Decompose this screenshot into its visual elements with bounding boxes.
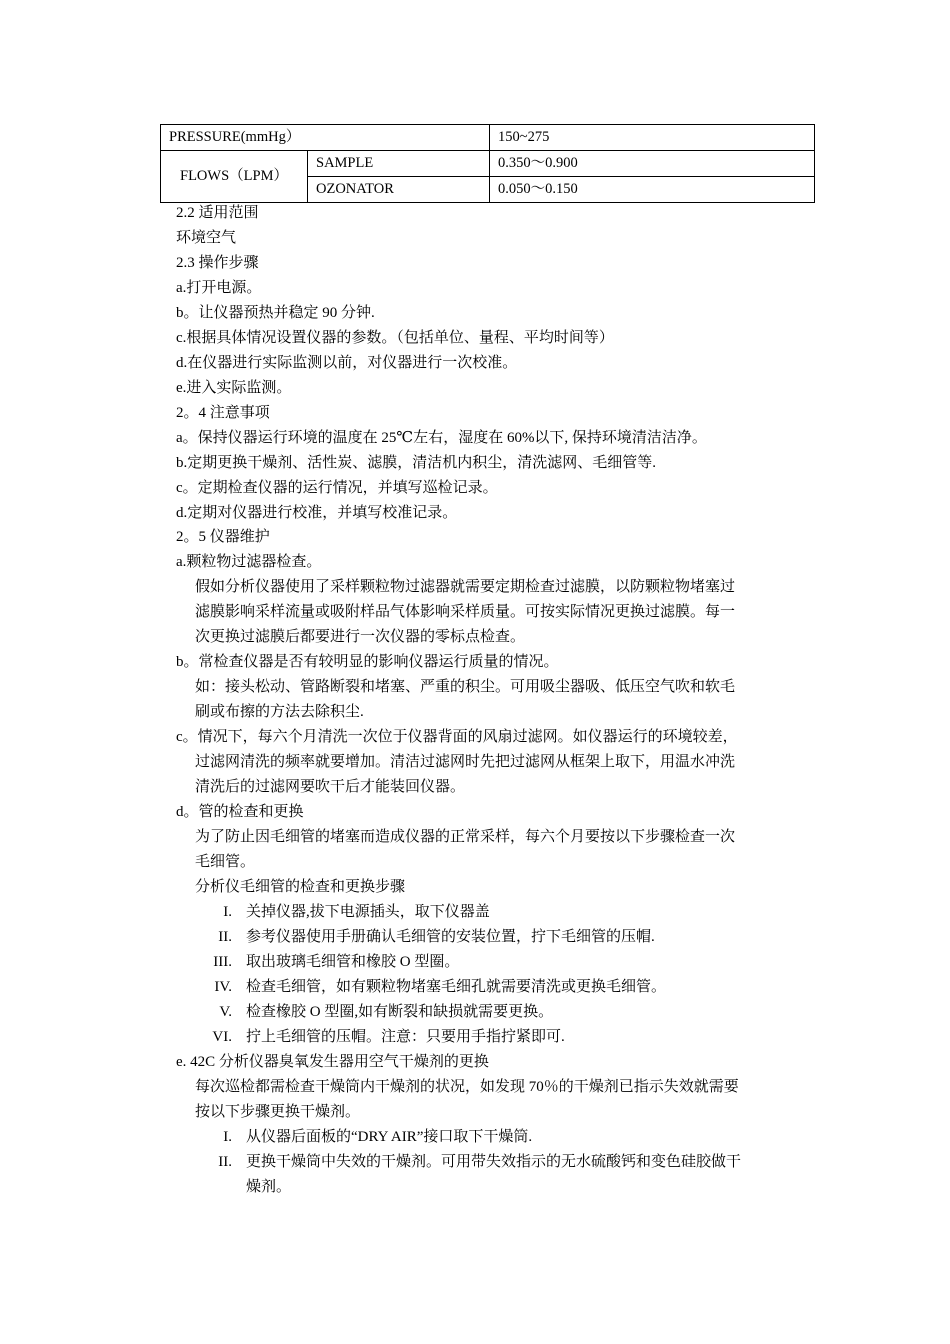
list-item: b.定期更换干燥剂、活性炭、滤膜，清洁机内积尘，清洗滤网、毛细管等. xyxy=(176,455,657,471)
list-item: b。常检查仪器是否有较明显的影响仪器运行质量的情况。 xyxy=(176,654,559,670)
paragraph-line: 分析仪毛细管的检查和更换步骤 xyxy=(195,879,406,895)
step-number: VI. xyxy=(212,1029,232,1045)
sample-label: SAMPLE xyxy=(308,151,490,177)
list-item: d.在仪器进行实际监测以前，对仪器进行一次校准。 xyxy=(176,355,518,371)
step-number: IV. xyxy=(214,979,232,995)
sample-value: 0.350～0.900 xyxy=(490,151,815,177)
step-text: 检查毛细管，如有颗粒物堵塞毛细孔就需要清洗或更换毛细管。 xyxy=(246,979,667,995)
ozonator-label: OZONATOR xyxy=(308,177,490,203)
paragraph-line: 刷或布擦的方法去除积尘. xyxy=(195,704,364,720)
list-item: e.进入实际监测。 xyxy=(176,380,292,396)
list-item: c。定期检查仪器的运行情况，并填写巡检记录。 xyxy=(176,480,498,496)
step-text: 更换干燥筒中失效的干燥剂。可用带失效指示的无水硫酸钙和变色硅胶做干 xyxy=(246,1154,742,1170)
step-text: 燥剂。 xyxy=(246,1179,292,1195)
section-heading: 2.3 操作步骤 xyxy=(176,255,259,271)
table-row xyxy=(161,125,815,151)
step-text: 检查橡胶 O 型圈,如有断裂和缺损就需要更换。 xyxy=(246,1004,554,1020)
step-number: I. xyxy=(223,1129,232,1145)
list-item: d.定期对仪器进行校准，并填写校准记录。 xyxy=(176,505,458,521)
table-row xyxy=(161,151,815,177)
list-item: a.颗粒物过滤器检查。 xyxy=(176,554,322,570)
section-heading: 2.2 适用范围 xyxy=(176,205,259,221)
pressure-value: 150~275 xyxy=(490,125,815,151)
pressure-label: PRESSURE(mmHg） xyxy=(161,125,490,151)
list-item: d。管的检查和更换 xyxy=(176,804,304,820)
list-item: c。情况下，每六个月清洗一次位于仪器背面的风扇过滤网。如仪器运行的环境较差， xyxy=(176,729,738,745)
list-item: c.根据具体情况设置仪器的参数。（包括单位、量程、平均时间等） xyxy=(176,330,614,346)
spec-table xyxy=(160,124,815,203)
step-number: I. xyxy=(223,904,232,920)
step-number: II. xyxy=(218,1154,232,1170)
flows-label: FLOWS（LPM） xyxy=(161,151,308,203)
section-heading: 2。5 仪器维护 xyxy=(176,529,270,545)
step-text: 拧上毛细管的压帽。注意：只要用手指拧紧即可. xyxy=(246,1029,565,1045)
step-number: III. xyxy=(213,954,232,970)
list-item: b。让仪器预热并稳定 90 分钟. xyxy=(176,305,375,321)
paragraph-line: 滤膜影响采样流量或吸附样品气体影响采样质量。可按实际情况更换过滤膜。每一 xyxy=(195,604,736,620)
list-item: e. 42C 分析仪器臭氧发生器用空气干燥剂的更换 xyxy=(176,1054,489,1070)
step-number: II. xyxy=(218,929,232,945)
ozonator-value: 0.050～0.150 xyxy=(490,177,815,203)
paragraph-line: 按以下步骤更换干燥剂。 xyxy=(195,1104,361,1120)
list-item: a.打开电源。 xyxy=(176,280,262,296)
paragraph-line: 如：接头松动、管路断裂和堵塞、严重的积尘。可用吸尘器吸、低压空气吹和软毛 xyxy=(195,679,736,695)
step-text: 关掉仪器,拔下电源插头，取下仪器盖 xyxy=(246,904,490,920)
section-heading: 2。4 注意事项 xyxy=(176,405,270,421)
step-text: 取出玻璃毛细管和橡胶 O 型圈。 xyxy=(246,954,460,970)
paragraph-line: 为了防止因毛细管的堵塞而造成仪器的正常采样，每六个月要按以下步骤检查一次 xyxy=(195,829,736,845)
paragraph-line: 次更换过滤膜后都要进行一次仪器的零标点检查。 xyxy=(195,629,526,645)
paragraph-line: 毛细管。 xyxy=(195,854,256,870)
paragraph-line: 过滤网清洗的频率就要增加。清洁过滤网时先把过滤网从框架上取下，用温水冲洗 xyxy=(195,754,736,770)
step-text: 从仪器后面板的“DRY AIR”接口取下干燥筒. xyxy=(246,1129,533,1145)
paragraph-line: 清洗后的过滤网要吹干后才能装回仪器。 xyxy=(195,779,466,795)
paragraph-line: 每次巡检都需检查干燥筒内干燥剂的状况，如发现 70％的干燥剂已指示失效就需要 xyxy=(195,1079,739,1095)
paragraph-line: 环境空气 xyxy=(176,230,237,246)
step-number: V. xyxy=(219,1004,232,1020)
list-item: a。保持仪器运行环境的温度在 25℃左右，湿度在 60%以下, 保持环境清洁洁净。 xyxy=(176,430,707,446)
step-text: 参考仪器使用手册确认毛细管的安装位置，拧下毛细管的压帽. xyxy=(246,929,655,945)
paragraph-line: 假如分析仪器使用了采样颗粒物过滤器就需要定期检查过滤膜，以防颗粒物堵塞过 xyxy=(195,579,736,595)
